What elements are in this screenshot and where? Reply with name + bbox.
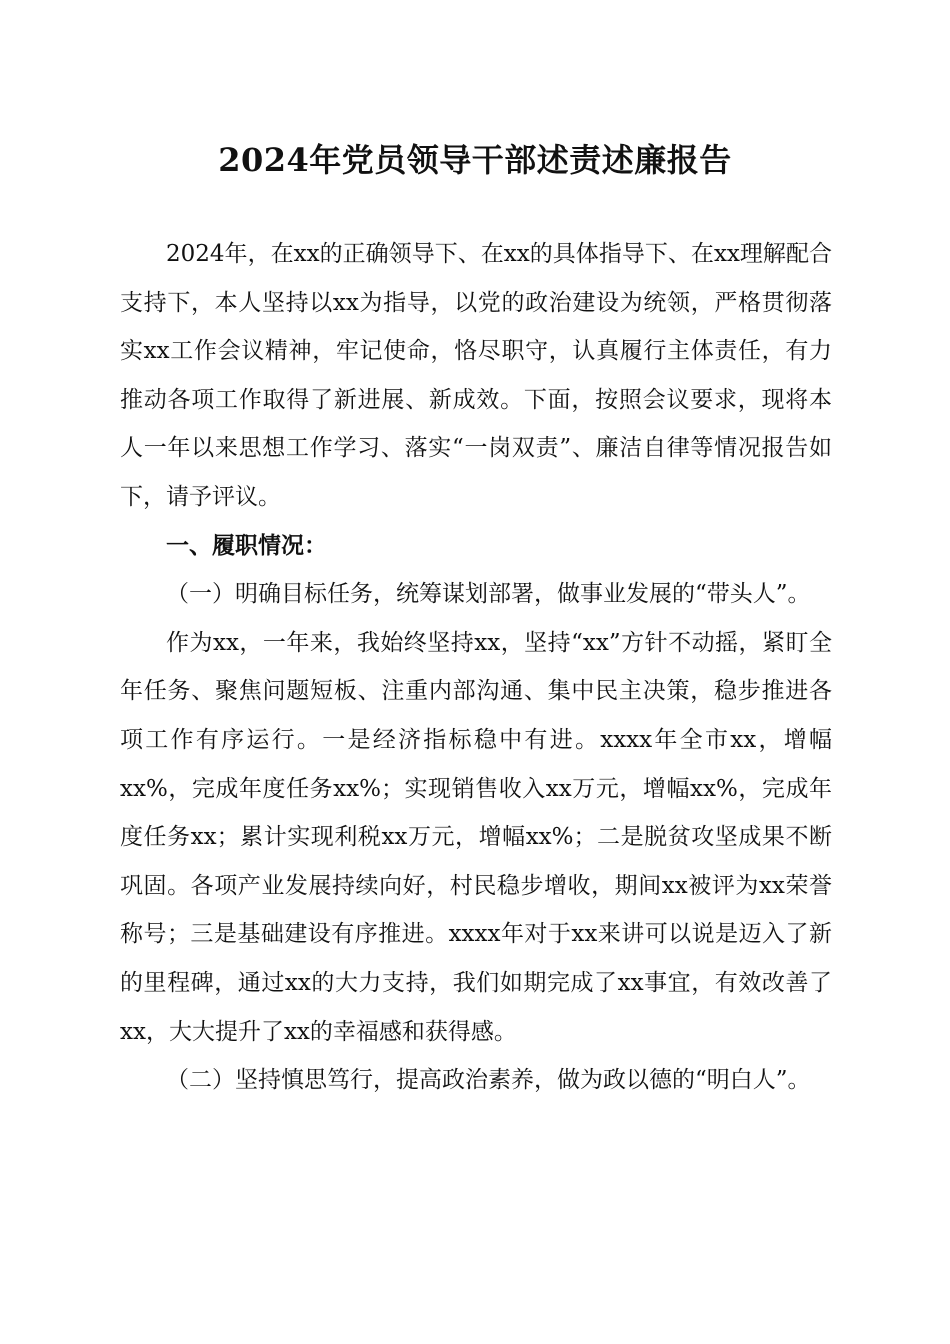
- subsection-1-paragraph: 作为xx，一年来，我始终坚持xx，坚持“xx”方针不动摇，紧盯全年任务、聚焦问题短板、注重内部沟通、集中民主决策，稳步推进各项工作有序运行。一是经济指标稳中有进。xxxx年全市xx，增幅xx%，完成年度任务xx%；实现销售收入xx万元，增幅xx%，完成年度任务xx；累计实现利税xx万元，增幅xx%；二是脱贫攻坚成果不断巩固。各项产业发展持续向好，村民稳步增收，期间xx被评为xx荣誉称号；三是基础建设有序推进。xxxx年对于xx来讲可以说是迈入了新的里程碑，通过xx的大力支持，我们如期完成了xx事宜，有效改善了xx，大大提升了xx的幸福感和获得感。: [120, 629, 832, 1045]
- subsection-heading-1: （一）明确目标任务，统筹谋划部署，做事业发展的“带头人”。: [166, 581, 811, 608]
- page-title: 2024年党员领导干部述责述廉报告: [218, 141, 732, 179]
- document-body: [120, 230, 832, 1105]
- section-heading-duties: 一、履职情况：: [166, 531, 327, 559]
- subsection-heading-2: （二）坚持慎思笃行，提高政治素养，做为政以德的“明白人”。: [166, 1067, 811, 1094]
- intro-paragraph: 2024年，在xx的正确领导下、在xx的具体指导下、在xx理解配合支持下，本人坚持以xx为指导，以党的政治建设为统领，严格贯彻落实xx工作会议精神，牢记使命，恪尽职守，认真履行主体责任，有力推动各项工作取得了新进展、新成效。下面，按照会议要求，现将本人一年以来思想工作学习、落实“一岗双责”、廉洁自律等情况报告如下，请予评议。: [120, 241, 832, 510]
